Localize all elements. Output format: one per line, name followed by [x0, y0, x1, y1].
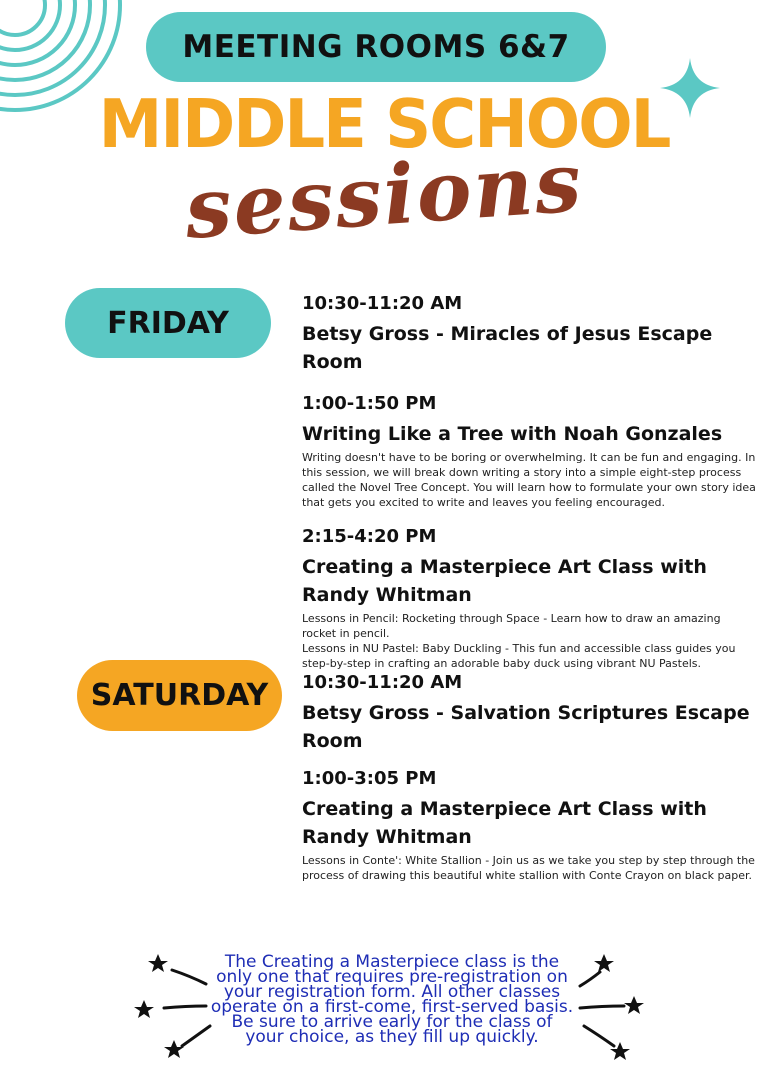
session-title: Creating a Masterpiece Art Class with Randy Whitman — [302, 798, 707, 848]
saturday-label: SATURDAY — [77, 660, 282, 731]
session-title: Betsy Gross - Salvation Scriptures Escape Room — [302, 702, 750, 752]
session-title: Betsy Gross - Miracles of Jesus Escape Room — [302, 323, 713, 373]
page-title: MIDDLE SCHOOL — [98, 86, 670, 164]
session-time: 1:00-3:05 PM — [302, 768, 437, 789]
session-title: Creating a Masterpiece Art Class with Randy Whitman — [302, 556, 707, 606]
session-time: 10:30-11:20 AM — [302, 672, 463, 693]
session-item — [302, 765, 757, 883]
page-subtitle: sessions — [181, 134, 587, 258]
session-description: Lessons in NU Pastel: Baby Duckling - This fun and accessible class guides you step-by-step in crafting an adorable baby duck using vibrant NU Pastels. — [302, 642, 736, 670]
session-time: 2:15-4:20 PM — [302, 526, 437, 547]
session-title: Writing Like a Tree with Noah Gonzales — [302, 423, 723, 445]
registration-note: The Creating a Masterpiece class is the only one that requires pre-registration on your registration form. All other classes operate on a first-come, first-served basis. Be sure to arrive early for the class of your choice, as they fill up quickly. — [210, 952, 574, 1047]
meeting-rooms-banner: MEETING ROOMS 6&7 — [146, 12, 606, 82]
session-description: Lessons in Pencil: Rocketing through Space - Learn how to draw an amazing rocket in pencil. — [302, 612, 721, 640]
session-item — [302, 290, 757, 376]
session-item — [302, 669, 757, 755]
session-item — [302, 390, 757, 510]
session-time: 10:30-11:20 AM — [302, 293, 463, 314]
session-description: Lessons in Conte': White Stallion - Join us as we take you step by step through the process of drawing this beautiful white stallion with Conte Crayon on black paper. — [302, 854, 755, 882]
star-burst-icon — [130, 950, 220, 1065]
friday-label: FRIDAY — [65, 288, 271, 358]
star-burst-icon — [574, 950, 664, 1065]
session-item — [302, 523, 757, 671]
session-time: 1:00-1:50 PM — [302, 393, 437, 414]
session-description: Writing doesn't have to be boring or overwhelming. It can be fun and engaging. In this session, we will break down writing a story into a simple eight-step process called the Novel Tree Concept. You will learn how to formulate your own story idea that gets you excited to write and leaves you feeling encouraged. — [302, 451, 756, 509]
